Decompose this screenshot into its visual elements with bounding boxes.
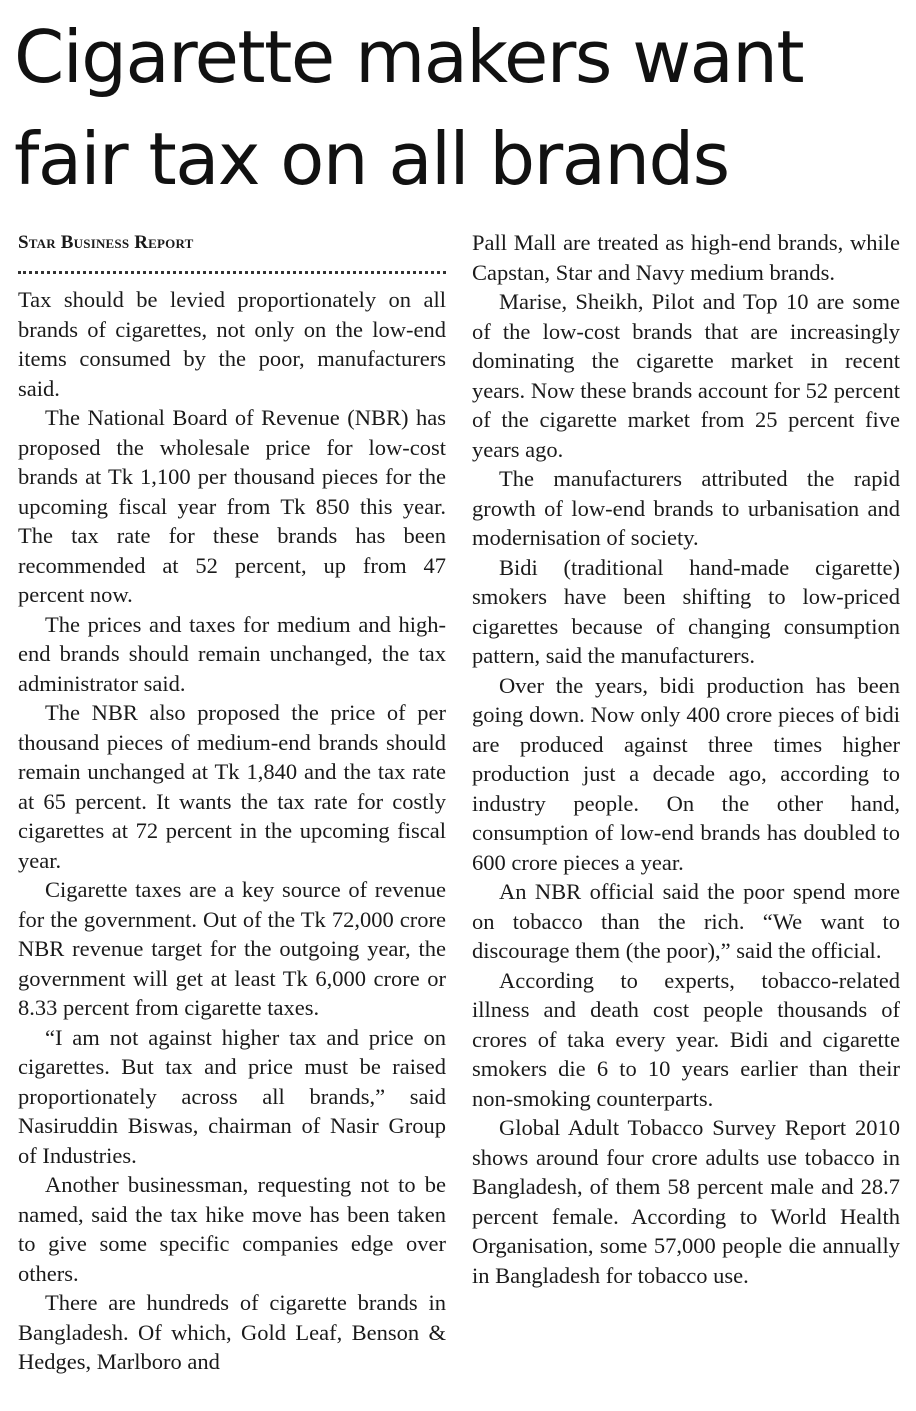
paragraph: The prices and taxes for medium and high-end brands should remain unchanged, the tax administrator said. bbox=[18, 611, 446, 696]
dotted-divider bbox=[18, 271, 446, 274]
paragraph: An NBR official said the poor spend more on tobacco than the rich. “We want to discourage them (the poor),” said the official. bbox=[472, 879, 900, 963]
paragraph: Global Adult Tobacco Survey Report 2010 shows around four crore adults use tobacco in Bangladesh, of them 58 percent male and 28.7 percent female. According to World Health Organisation, some 57,000 people die annually in Bangladesh for tobacco use. bbox=[472, 1115, 900, 1288]
paragraph: “I am not against higher tax and price on cigarettes. But tax and price must be raised proportionately across all brands,” said Nasiruddin Biswas, chairman of Nasir Group of Industries. bbox=[18, 1024, 446, 1168]
paragraph: Tax should be levied proportionately on all brands of cigarettes, not only on the low-end items consumed by the poor, manufacturers said. bbox=[18, 287, 446, 401]
paragraph: Another businessman, requesting not to be named, said the tax hike move has been taken to give some specific companies edge over others. bbox=[18, 1172, 446, 1286]
article-column-left bbox=[18, 228, 446, 1377]
paragraph: Cigarette taxes are a key source of revenue for the government. Out of the Tk 72,000 crore NBR revenue target for the outgoing year, the government will get at least Tk 6,000 crore or 8.33 percent from cigarette taxes. bbox=[18, 877, 446, 1020]
paragraph: The NBR also proposed the price of per thousand pieces of medium-end brands should remain unchanged at Tk 1,840 and the tax rate at 65 percent. It wants the tax rate for costly cigarettes at 72 percent in the upcoming fiscal year. bbox=[18, 700, 446, 873]
paragraph: Marise, Sheikh, Pilot and Top 10 are some of the low-cost brands that are increasingly dominating the cigarette market in recent years. Now these brands account for 52 percent of the cigarette market from 25 percent five years ago. bbox=[472, 289, 900, 462]
paragraph: According to experts, tobacco-related illness and death cost people thousands of crores of taka every year. Bidi and cigarette smokers die 6 to 10 years earlier than their non-smoking counterparts. bbox=[472, 967, 900, 1111]
paragraph: The National Board of Revenue (NBR) has proposed the wholesale price for low-cost brands at Tk 1,100 per thousand pieces for the upcoming fiscal year from Tk 850 this year. The tax rate for these brands has been recommended at 52 percent, up from 47 percent now. bbox=[18, 405, 446, 607]
paragraph: Over the years, bidi production has been going down. Now only 400 crore pieces of bidi are produced against three times higher production just a decade ago, according to industry people. On the other hand, consumption of low-end brands has doubled to 600 crore pieces a year. bbox=[472, 672, 900, 875]
paragraph: Pall Mall are treated as high-end brands, while Capstan, Star and Navy medium brands. bbox=[472, 230, 900, 285]
byline: Star Business Report bbox=[18, 232, 194, 253]
headline: Cigarette makers want fair tax on all brands bbox=[14, 15, 804, 201]
paragraph: There are hundreds of cigarette brands in Bangladesh. Of which, Gold Leaf, Benson & Hedges, Marlboro and bbox=[18, 1290, 446, 1374]
paragraph: The manufacturers attributed the rapid growth of low-end brands to urbanisation and modernisation of society. bbox=[472, 466, 900, 550]
article-column-right bbox=[472, 228, 900, 1290]
paragraph: Bidi (traditional hand-made cigarette) smokers have been shifting to low-priced cigarettes because of changing consumption pattern, said the manufacturers. bbox=[472, 554, 900, 668]
